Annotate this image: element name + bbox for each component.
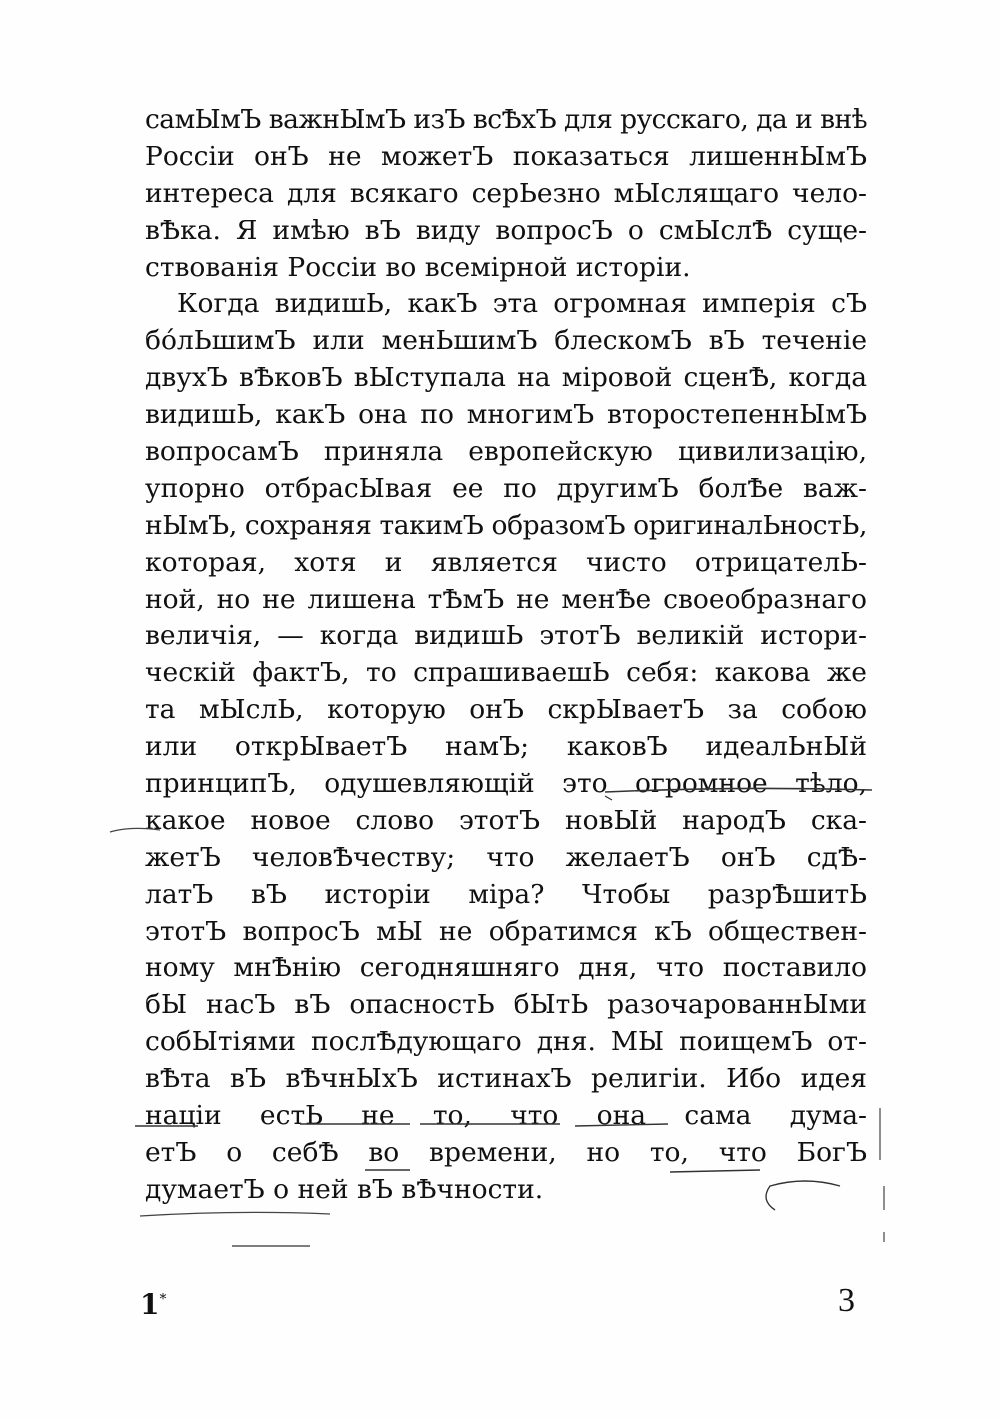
text-line: которая, хотя и является чисто отрицателЬ- [145,546,867,578]
text-line: какое новое слово этотЪ новЫй народЪ ска- [145,804,867,836]
text-line: думаетЪ о ней вЪ вѢчности. [145,1173,544,1205]
page-number: 3 [838,1282,855,1319]
signature-mark [140,1288,166,1321]
text-line: или открЫваетЪ намЪ; каковЪ идеалЬнЫй [145,731,867,763]
text-line: ствованія Россіи во всемірной исторіи. [145,251,691,283]
text-line: ной, но не лишена тѢмЪ не менѢе своеобразнаго [145,583,867,615]
body-text [145,102,867,1209]
signature-number: 1 [140,1288,160,1321]
text-line: латЪ вЪ исторіи міра? Чтобы разрѢшитЬ [145,878,867,910]
text-line: принципЪ, одушевляющій это огромное тѣло, [145,768,867,800]
text-line: та мЫслЬ, которую онЪ скрЫваетЪ за собою [145,694,867,726]
text-line: упорно отбрасЫвая ее по другимЪ болѢе важ- [145,472,867,504]
text-line: этотЪ вопросЪ мЫ не обратимся кЪ обществен- [145,915,867,947]
text-line: собЫтіями послѢдующаго дня. МЫ поищемЪ от- [145,1026,867,1058]
text-line: ному мнѢнію сегодняшняго дня, что поставило [145,952,867,984]
text-line: націи естЬ не то, что она сама дума- [145,1100,867,1132]
text-line: Когда видишЬ, какЪ эта огромная имперія сЪ [177,288,867,320]
signature-asterisk: * [159,1291,167,1308]
text-line: двухЪ вѢковЪ вЫступала на міровой сценѢ, когда [145,362,867,394]
text-line: вѢка. Я имѣю вЪ виду вопросЪ о смЫслѢ суще- [145,214,867,246]
text-line: самЫмЪ важнЫмЪ изЪ всѢхЪ для русскаго, да и внѣ [145,104,868,135]
text-line: видишЬ, какЪ она по многимЪ второстепеннЫмЪ [145,399,867,431]
text-line: ческій фактЪ, то спрашиваешЬ себя: какова же [145,657,867,689]
text-line: нЫмЪ, сохраняя такимЪ образомЪ оригиналЬностЬ, [145,509,867,541]
text-line: вѢта вЪ вѢчнЫхЪ истинахЪ религіи. Ибо идея [145,1063,867,1095]
text-line: вопросамЪ приняла европейскую цивилизацію, [145,436,867,468]
text-line: етЪ о себѢ во времени, но то, что БогЪ [145,1136,867,1168]
text-line: бЫ насЪ вЪ опасностЬ бЫтЬ разочарованнЫми [145,989,867,1021]
text-line: Россіи онЪ не можетЪ показаться лишеннЫмЪ [145,140,867,172]
text-line: жетЪ человѢчеству; что желаетЪ онЪ сдѢ- [145,841,867,873]
text-line: интереса для всякаго серЬезно мЫслящаго чело- [145,177,867,209]
text-line: величія, — когда видишЬ этотЪ великій истори- [145,620,867,652]
text-line: бóлЬшимЪ или менЬшимЪ блескомЪ вЪ теченіе [145,325,867,357]
